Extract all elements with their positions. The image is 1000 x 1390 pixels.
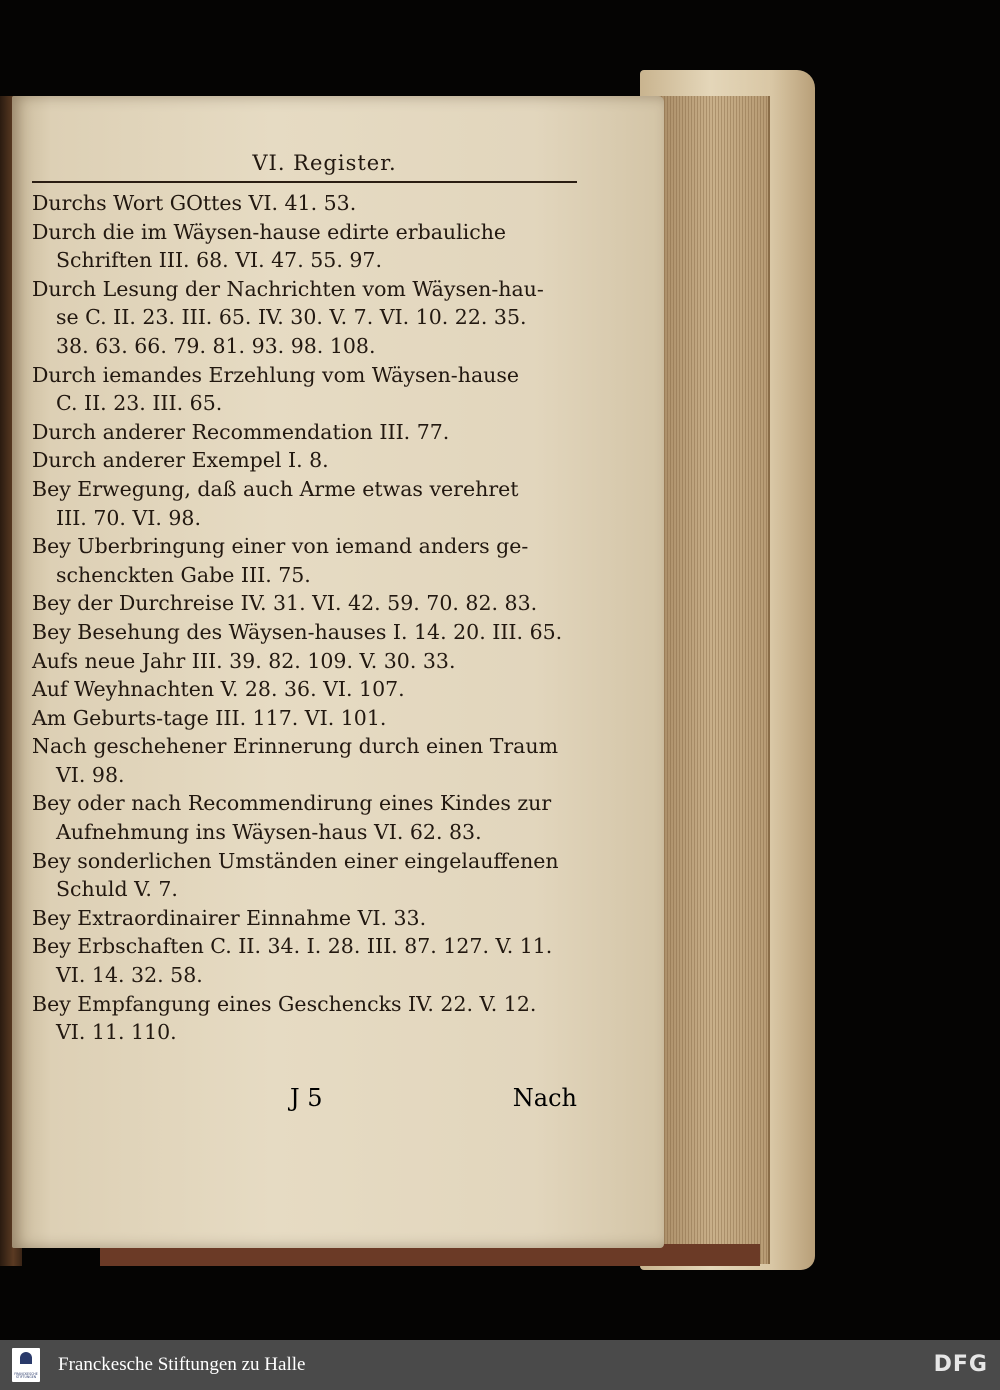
- register-line: se C. II. 23. III. 65. IV. 30. V. 7. VI. 10. 22. 35.: [56, 305, 527, 330]
- register-line: Schriften III. 68. VI. 47. 55. 97.: [56, 248, 382, 273]
- catchword: Nach: [512, 1084, 577, 1112]
- register-line: VI. 98.: [56, 762, 125, 787]
- register-line: Bey Extraordinairer Einnahme VI. 33.: [32, 905, 427, 930]
- register-line: 38. 63. 66. 79. 81. 93. 98. 108.: [56, 333, 376, 358]
- page-text: [32, 151, 577, 1047]
- register-line: Durch die im Wäysen-hause edirte erbauliche: [32, 219, 507, 244]
- register-line: Schuld V. 7.: [56, 877, 178, 902]
- register-line: Bey Besehung des Wäysen-hauses I. 14. 20. III. 65.: [32, 619, 563, 644]
- register-line: Aufnehmung ins Wäysen-haus VI. 62. 83.: [56, 820, 482, 845]
- register-line: Durch anderer Recommendation III. 77.: [32, 419, 450, 444]
- book-page: [12, 96, 664, 1248]
- register-line: Durch anderer Exempel I. 8.: [32, 448, 329, 473]
- crest-icon: [20, 1352, 32, 1364]
- register-line: Bey oder nach Recommendirung eines Kindes zur: [32, 791, 552, 816]
- register-line: C. II. 23. III. 65.: [56, 391, 223, 416]
- register-line: Aufs neue Jahr III. 39. 82. 109. V. 30. 33.: [32, 648, 456, 673]
- header-rule: [32, 181, 577, 183]
- institution-logo[interactable]: [12, 1348, 40, 1382]
- viewer-footer-bar: [0, 1340, 1000, 1390]
- register-line: III. 70. VI. 98.: [56, 505, 201, 530]
- institution-name[interactable]: Franckesche Stiftungen zu Halle: [58, 1354, 306, 1375]
- running-head: VI. Register.: [252, 151, 397, 175]
- register-line: VI. 14. 32. 58.: [56, 963, 203, 988]
- register-line: Am Geburts-tage III. 117. VI. 101.: [32, 705, 387, 730]
- register-line: Bey Uberbringung einer von iemand anders ge-: [32, 534, 529, 559]
- dfg-logo[interactable]: DFG: [933, 1352, 988, 1377]
- page-footer: [32, 1084, 577, 1118]
- logo-text: FRANCKESCHE STIFTUNGEN: [14, 1371, 38, 1380]
- register-line: Bey Erwegung, daß auch Arme etwas verehret: [32, 476, 519, 501]
- register-line: Nach geschehener Erinnerung durch einen Traum: [32, 734, 559, 759]
- register-line: VI. 11. 110.: [56, 1020, 177, 1045]
- register-line: schenckten Gabe III. 75.: [56, 562, 311, 587]
- register-line: Bey Erbschaften C. II. 34. I. 28. III. 87. 127. V. 11.: [32, 934, 553, 959]
- register-line: Durchs Wort GOttes VI. 41. 53.: [32, 191, 357, 215]
- signature-mark: J 5: [290, 1084, 323, 1112]
- register-line: Bey der Durchreise IV. 31. VI. 42. 59. 70. 82. 83.: [32, 591, 538, 616]
- register-line: Bey Empfangung eines Geschencks IV. 22. V. 12.: [32, 991, 537, 1016]
- register-line: Durch iemandes Erzehlung vom Wäysen-hause: [32, 362, 520, 387]
- register-line: Auf Weyhnachten V. 28. 36. VI. 107.: [32, 677, 405, 702]
- page-edges: [658, 96, 770, 1264]
- register-line: Durch Lesung der Nachrichten vom Wäysen-hau-: [32, 276, 544, 301]
- register-line: Bey sonderlichen Umständen einer eingelauffenen: [32, 848, 559, 873]
